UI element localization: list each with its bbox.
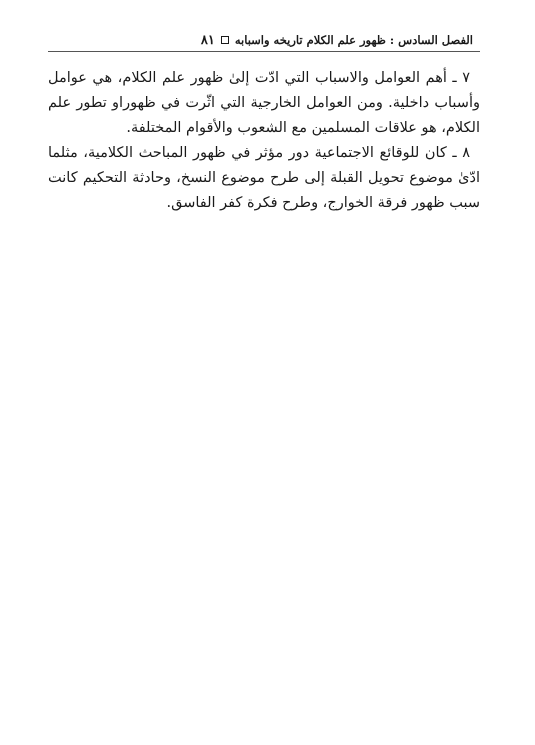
- running-header: [48, 30, 473, 50]
- square-separator-icon: [221, 36, 229, 44]
- header-rule: [48, 51, 480, 52]
- paragraph-8: ٨ ـ كان للوقائع الاجتماعية دور مؤثر في ظهور المباحث الكلامية، مثلما ادّىٰ موضوع تحويل القبلة إلى طرح موضوع النسخ، وحادثة التحكيم كانت سبب ظهور فرقة الخوارج، وطرح فكرة كفر الفاسق.: [48, 145, 480, 211]
- chapter-title: الفصل السادس : ظهور علم الكلام تاريخه واسبابه: [234, 33, 473, 47]
- page-number: ٨١: [200, 32, 215, 48]
- paragraph-7: ٧ ـ أهم العوامل والاسباب التي ادّت إلىٰ ظهور علم الكلام، هي عوامل وأسباب داخلية. ومن العوامل الخارجية التي اثّرت في ظهوراو تطور علم الكلام، هو علاقات المسلمين مع الشعوب والأقوام المختلفة.: [48, 70, 480, 136]
- body-text: [48, 66, 480, 216]
